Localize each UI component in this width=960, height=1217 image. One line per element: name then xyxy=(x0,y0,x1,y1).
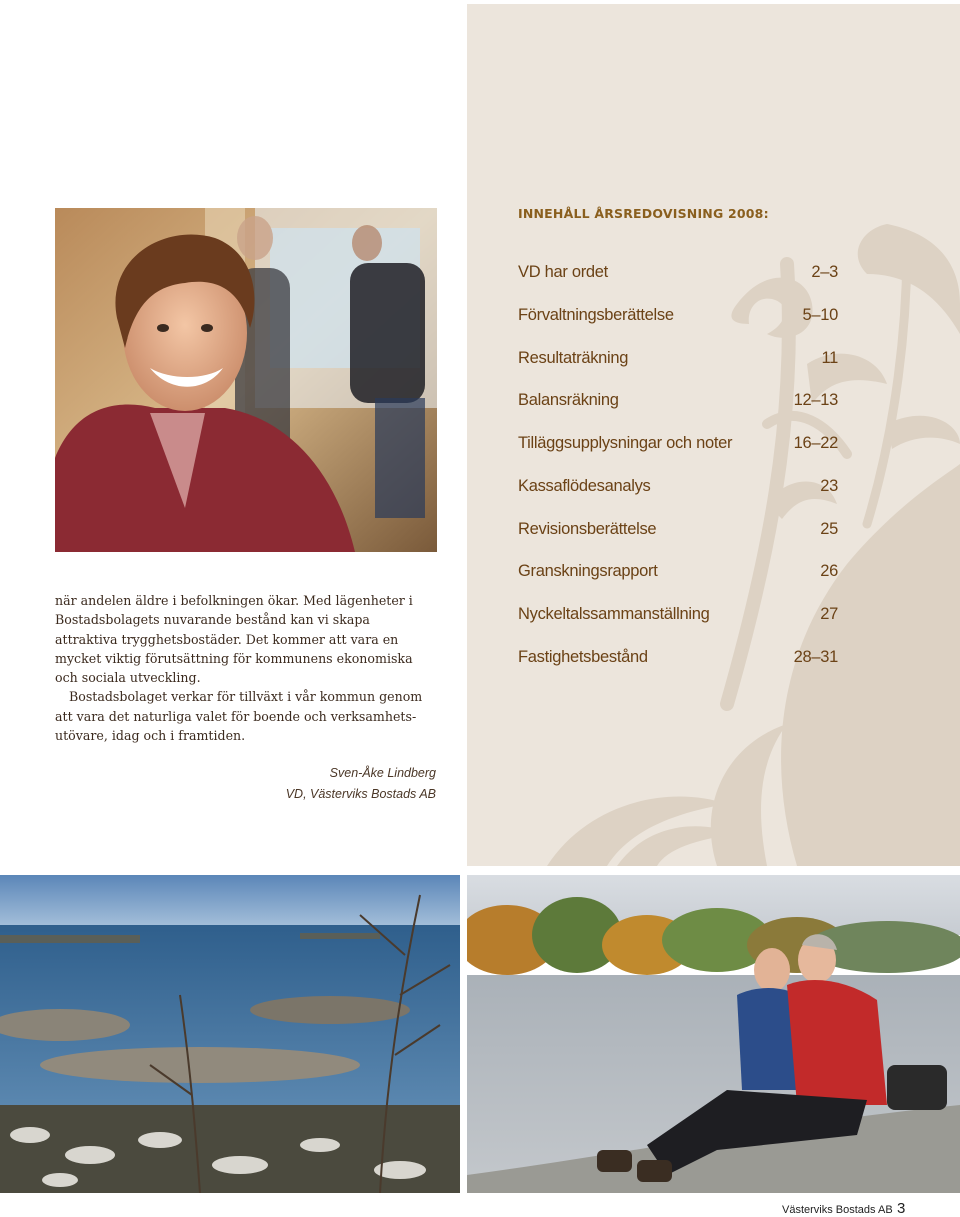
toc-item-pages: 12–13 xyxy=(793,391,838,409)
toc-item-title: Nyckeltalssammanställning xyxy=(518,605,710,623)
toc-item[interactable] xyxy=(518,477,838,499)
toc-item-pages: 2–3 xyxy=(811,263,838,281)
couple-by-lake-photo xyxy=(467,875,960,1193)
body-text xyxy=(55,591,435,745)
toc-heading: INNEHÅLL ÅRSREDOVISNING 2008: xyxy=(518,206,769,221)
toc-item-title: Resultaträkning xyxy=(518,349,629,367)
signature-name: Sven-Åke Lindberg xyxy=(329,766,436,780)
archipelago-photo xyxy=(0,875,460,1193)
toc-item-title: Revisionsberättelse xyxy=(518,520,657,538)
toc-item[interactable] xyxy=(518,648,838,670)
footer-company-name: Västerviks Bostads AB xyxy=(782,1204,893,1216)
toc-item[interactable] xyxy=(518,306,838,328)
page-number: 3 xyxy=(897,1200,906,1217)
toc-item[interactable] xyxy=(518,263,838,285)
toc-item-pages: 16–22 xyxy=(793,434,838,452)
toc-item-pages: 5–10 xyxy=(802,306,838,324)
paragraph: när andelen äldre i befolkningen ökar. Med lägenheter i Bostadsbolagets nuvarande bestånd kan vi skapa attraktiva trygghetsbostäder. Det kommer att vara en mycket viktig förutsättning för kommunens ekonomiska och sociala utveckling. xyxy=(55,593,413,686)
toc-item[interactable] xyxy=(518,391,838,413)
toc-item[interactable] xyxy=(518,562,838,584)
paragraph: Bostadsbolaget verkar för tillväxt i vår kommun genom att vara det naturliga valet för boende och verksamhetsutövare, idag och i framtiden. xyxy=(55,689,423,744)
signature-title: VD, Västerviks Bostads AB xyxy=(285,787,436,801)
toc-item-title: Tilläggsupplysningar och noter xyxy=(518,434,733,452)
toc-item-pages: 27 xyxy=(820,605,838,623)
toc-item-title: VD har ordet xyxy=(518,263,608,281)
toc-item-title: Fastighetsbestånd xyxy=(518,648,648,666)
toc-item-title: Förvaltningsberättelse xyxy=(518,306,674,324)
toc-item[interactable] xyxy=(518,605,838,627)
toc-item-title: Balansräkning xyxy=(518,391,619,409)
toc-item[interactable] xyxy=(518,349,838,371)
toc-item-pages: 25 xyxy=(820,520,838,538)
toc-item[interactable] xyxy=(518,520,838,542)
toc-item-title: Granskningsrapport xyxy=(518,562,658,580)
toc-panel xyxy=(467,4,960,866)
toc-item-title: Kassaflödesanalys xyxy=(518,477,651,495)
toc-item-pages: 28–31 xyxy=(793,648,838,666)
toc-item-pages: 23 xyxy=(820,477,838,495)
ceo-portrait-photo xyxy=(55,208,437,552)
toc-item[interactable] xyxy=(518,434,838,456)
toc-item-pages: 11 xyxy=(821,349,838,367)
toc-item-pages: 26 xyxy=(820,562,838,580)
